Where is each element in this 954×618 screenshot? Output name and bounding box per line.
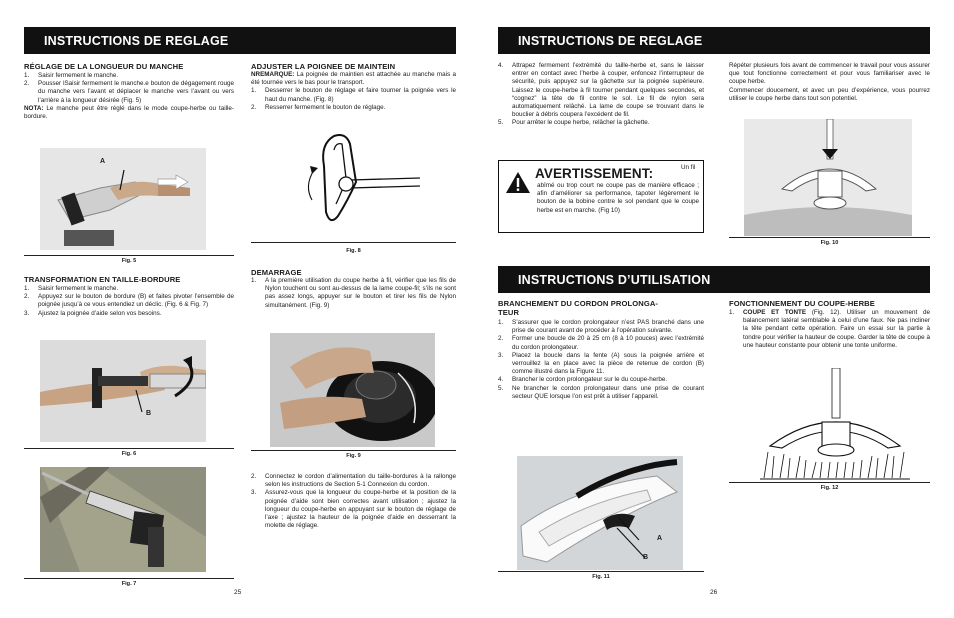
figure-7-caption: Fig. 7 [121, 581, 137, 587]
practice-paragraph: Répéter plusieurs fois avant de commencer le travail pour vous assurer que tout fonctionne correctement et pour vous familiariser avec le coupe herbe. [729, 62, 930, 86]
step-number: 1. [498, 319, 504, 326]
left-column-2-start [251, 268, 456, 310]
right-page-number: 26 [710, 589, 718, 596]
list-item [251, 277, 456, 310]
list-item [498, 335, 704, 351]
operation-step [729, 309, 930, 350]
step-text: Brancher le cordon prolongateur sur le du coupe-herbe. [512, 376, 668, 384]
figure-5-caption: Fig. 5 [121, 258, 137, 264]
figure-5-photo [40, 148, 206, 250]
step-text: Assurez-vous que la longueur du coupe-herbe et la position de la poignée d’aide sont bien correctes avant utilisation ; ajustez la longueur du coupe-herbe en appuyant sur le bouton de réglage de l’axe ; ajustez la hauteur de la poignée d’aide en desserrant la molette de réglage. [265, 489, 456, 530]
left-column-1-lower [24, 275, 234, 318]
left-page-header: INSTRUCTIONS DE REGLAGE [24, 27, 456, 54]
figure-9-rule [251, 450, 456, 451]
edging-on-grass-illustration [40, 467, 206, 572]
step-text: Placez la boucle dans la fente (A) sous la poignée arrière et verrouillez la en place avec la pièce de retenue de cordon (B) comme illustré dans la Figure 11. [512, 351, 704, 376]
list-item [498, 319, 704, 335]
note-label: NOTA: [24, 104, 44, 112]
step-text: Desserrer le bouton de réglage et faire tourner la poignée vers le haut du manche. (Fig. 8) [265, 87, 456, 103]
left-column-2-lower [251, 473, 456, 530]
figure-10-rule [729, 237, 930, 238]
step-number: 4. [498, 62, 504, 69]
right-page-header-usage: INSTRUCTIONS D’UTILISATION [498, 266, 930, 293]
figure-6-caption: Fig. 6 [121, 451, 137, 457]
step-number: 5. [498, 119, 504, 127]
right-page-header-adjustment: INSTRUCTIONS DE REGLAGE [498, 27, 930, 54]
figure-6-rule [24, 448, 234, 449]
right-column-3 [498, 299, 704, 401]
figure-5-rule [24, 255, 234, 256]
step-number: 1. [729, 309, 735, 316]
cutting-grass-drawing [760, 368, 910, 480]
step-text: A la première utilisation du coupe herbe à fil, vérifier que les fils de Nylon touchent ou sont au-dessus de la lame coupe-fil; s’ils ne sont pas assez longs, appuyer sur le bouton et tirer les fils de Nylon simultanément. (Fig. 9) [265, 277, 456, 309]
warning-title: AVERTISSEMENT: [535, 166, 654, 181]
right-column-2 [729, 62, 930, 103]
handle-length-steps [24, 72, 234, 105]
note-text: Le manche peut être réglé dans le mode coupe-herbe ou taille-bordure. [24, 104, 234, 121]
step-text: Pousser lSaisir fermement le manche.e bouton de dégagement rouge du manche vers l’avant et déplacer le manche vers l’avant ou vers l’arrière à la longueur désirée (Fig. 5) [38, 80, 234, 104]
step-text: Ne brancher le cordon prolongateur dans une prise de courant secteur QUE lorsque l’on est prêt à utiliser l’appareil. [512, 384, 704, 400]
list-item [251, 104, 456, 112]
warning-triangle-icon [505, 171, 531, 194]
extension-cord-steps [498, 319, 704, 401]
step-text: Former une boucle de 20 à 25 cm (8 à 10 pouces) avec l’extrémité du cordon prolongateur. [512, 335, 704, 351]
step-text: Connectez le cordon d’alimentation du taille-bordures à la rallonge selon les instructions de Section 5-1 Connexion du cordon. [265, 473, 456, 489]
figure-10-photo [744, 119, 912, 236]
step-text: Saisir fermement le manche. [38, 285, 119, 292]
step-number: 3. [24, 309, 30, 317]
section-title-grip-handle: ADJUSTER LA POIGNEE DE MAINTEIN [251, 62, 396, 71]
figure-8-caption: Fig. 8 [346, 248, 361, 254]
list-item [24, 293, 234, 309]
step-text: Attrapez fermement l’extrémité du taille-herbe et, sans le laisser entrer en contact avec l’herbe à couper, enfoncez l’interrupteur de sécurité, puis appuyez sur la gâchette sur la poignée supérieure. Laissez le coupe-herbe à fil tourner pendant quelques secondes, et “cognez” la tête de fil contre le sol. Le fil de nylon sera automatiquement relâché. La lame de coupe se trouvant dans le bouclier à débris coupera l’excédent de fil. [512, 62, 704, 119]
step-text: Ajustez la poignée d’aide selon vos besoins. [38, 309, 162, 317]
remarque-text: La poignée de maintien est attachée au manche mais a été tournée vers le bas pour le transport. [251, 71, 456, 87]
figure-11-photo [517, 456, 683, 570]
starting-steps-continued [251, 473, 456, 530]
step-number: 2. [251, 473, 257, 480]
step-number: 2. [24, 80, 30, 88]
step-number: 2. [24, 293, 30, 301]
step-text: Saisir fermement le manche. [38, 72, 119, 79]
step-number: 1. [251, 277, 257, 284]
left-column-2 [251, 62, 456, 112]
list-item [24, 80, 234, 105]
handle-length-note [24, 105, 234, 121]
section-title-extension-cord-line2: TEUR [498, 308, 520, 317]
rotate-arrow-icon [308, 170, 314, 200]
adjustment-steps-continued [498, 62, 704, 128]
section-title-handle-length: RÉGLAGE DE LA LONGUEUR DU MANCHE [24, 62, 184, 71]
list-item [498, 376, 704, 384]
figure-11-rule [498, 571, 704, 572]
figure-9-photo [270, 333, 435, 447]
grip-handle-steps [251, 87, 456, 112]
step-text: Resserrer fermement le bouton de réglage. [265, 103, 386, 111]
section-title-operation: FONCTIONNEMENT DU COUPE-HERBE [729, 299, 875, 308]
figure-6-label-b: B [146, 410, 152, 417]
figure-8-rule [251, 242, 456, 243]
left-page-number: 25 [234, 589, 242, 596]
step-number: 3. [251, 489, 257, 497]
figure-10-caption: Fig. 10 [820, 240, 839, 246]
grip-handle-drawing [290, 126, 420, 238]
list-item [498, 385, 704, 401]
warning-text: abîmé ou trop court ne coupe pas de manière efficace ; afin d’améliorer sa performance, tapoter légèrement le bouton de la bobine contre le sol pendant que le coupe herbe est en marche. (Fig 10) [537, 182, 699, 214]
list-item [24, 285, 234, 293]
step-number: 1. [251, 87, 257, 95]
step-number: 1. [24, 72, 30, 79]
list-item [498, 119, 704, 127]
figure-12-drawing [760, 368, 910, 480]
starting-steps [251, 277, 456, 310]
edger-steps [24, 285, 234, 318]
remarque-label: NREMARQUE: [251, 71, 295, 78]
figure-11-label-b: B [643, 554, 649, 561]
figure-5-label-a: A [100, 158, 106, 165]
section-title-edger: TRANSFORMATION EN TAILLE-BORDURE [24, 275, 181, 284]
right-column-1 [498, 62, 704, 128]
figure-11-label-a: A [657, 535, 663, 542]
left-column-1 [24, 62, 234, 121]
cutting-text: (Fig. 12). Utiliser un mouvement de balancement latéral semblable à celui d’une faux. Ne pas incliner la tête pendant cette opération. Faire un essai sur la partie à tondre pour vérifier la hauteur de coupe. Garder la tête de coupe à une hauteur constante pour obtenir une tonte uniforme. [743, 309, 930, 349]
step-number: 3. [498, 351, 504, 359]
grip-handle-note [251, 71, 456, 87]
trimmer-handle-illustration [40, 148, 206, 250]
step-text: Appuyez sur le bouton de bordure (B) et faites pivoter l’ensemble de poignée jusqu’à ce vous entendiez un déclic. (Fig. 6 & Fig. 7) [38, 293, 234, 309]
section-title-extension-cord-line1: BRANCHEMENT DU CORDON PROLONGA- [498, 299, 659, 308]
step-number: 1. [24, 285, 30, 292]
step-text: Pour arrêter le coupe herbe, relâcher la gâchette. [512, 119, 650, 127]
list-item [251, 87, 456, 103]
figure-11-caption: Fig. 11 [592, 574, 610, 580]
list-item [251, 473, 456, 489]
start-gently-paragraph: Commencer doucement, et avec un peu d’expérience, vous pourrez utiliser le coupe herbe dans tout son potentiel. [729, 86, 930, 102]
list-item [24, 72, 234, 80]
cutting-label: COUPE ET TONTE [743, 309, 807, 316]
handle-rotate-illustration [40, 340, 206, 442]
figure-12-caption: Fig. 12 [820, 485, 839, 491]
step-number: 2. [498, 335, 504, 343]
figure-7-photo [40, 467, 206, 572]
step-number: 5. [498, 384, 504, 392]
list-item [251, 489, 456, 530]
figure-8-drawing [290, 126, 420, 238]
step-number: 2. [251, 103, 257, 111]
step-text: S’assurer que le cordon prolongateur n’est PAS branché dans une prise de courant avant de procéder à l’opération suivante. [512, 319, 704, 335]
section-title-extension-cord [498, 299, 704, 317]
section-title-starting: DEMARRAGE [251, 268, 302, 277]
figure-7-rule [24, 578, 234, 579]
list-item [498, 352, 704, 377]
list-item [498, 62, 704, 119]
right-column-4 [729, 299, 930, 350]
warning-box [498, 160, 704, 233]
warning-side-text: Un fil [681, 164, 696, 171]
figure-6-photo [40, 340, 206, 442]
operation-steps [729, 309, 930, 350]
figure-12-rule [729, 482, 930, 483]
step-number: 4. [498, 376, 504, 384]
list-item [24, 310, 234, 318]
spool-head-illustration [270, 333, 435, 447]
tap-head-illustration [744, 119, 912, 236]
cord-retainer-illustration [517, 456, 683, 570]
figure-9-caption: Fig. 9 [346, 453, 361, 459]
